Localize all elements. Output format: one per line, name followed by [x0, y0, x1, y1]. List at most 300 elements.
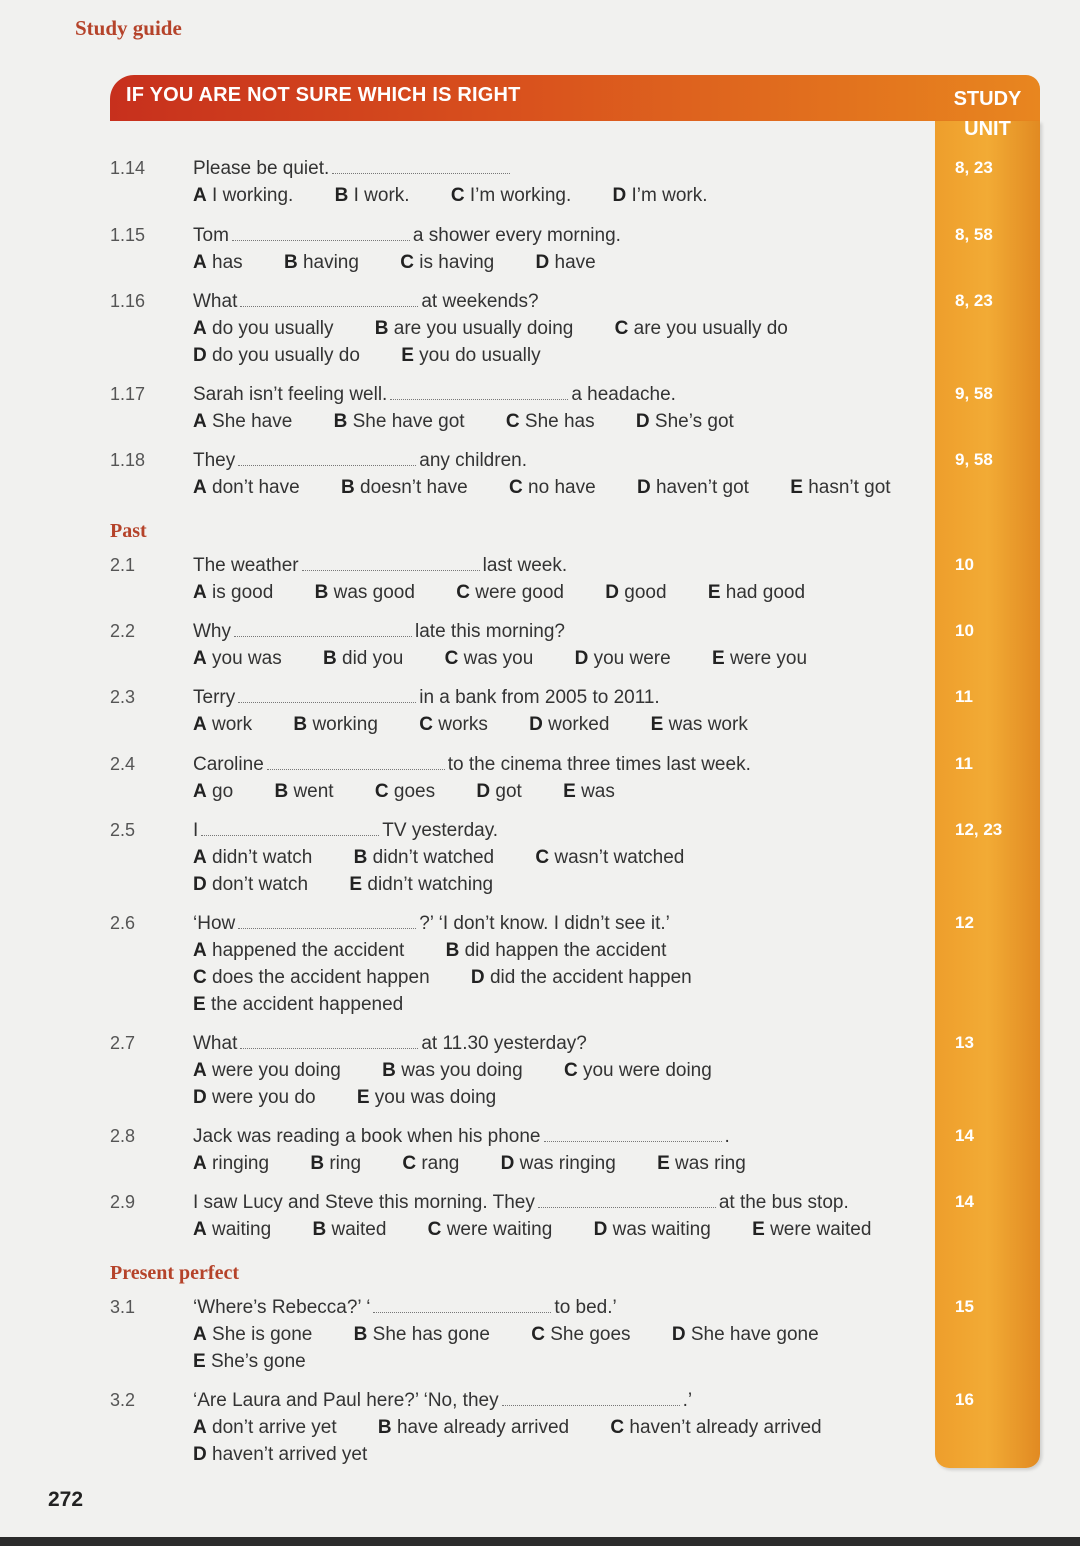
option-text: was	[581, 781, 615, 802]
option-b[interactable]	[335, 185, 410, 207]
option-text: were waited	[770, 1219, 872, 1240]
question-number: 1.14	[110, 158, 146, 178]
option-text: don’t have	[212, 477, 300, 498]
bottom-edge	[0, 1537, 1080, 1546]
option-text: She has gone	[372, 1324, 490, 1345]
options-row-2	[193, 967, 728, 989]
option-text: was ringing	[519, 1153, 616, 1174]
study-unit-ref: 14	[955, 1192, 974, 1211]
option-c[interactable]	[451, 185, 571, 207]
option-text: were waiting	[446, 1219, 553, 1240]
study-unit-ref: 9, 58	[955, 384, 993, 403]
option-text: haven’t already arrived	[629, 1417, 822, 1438]
option-letter: B	[283, 252, 298, 273]
option-b[interactable]	[334, 411, 465, 433]
option-letter: E	[563, 781, 576, 802]
option-letter: C	[610, 1417, 625, 1438]
option-c[interactable]	[535, 847, 684, 869]
question-number: 2.2	[110, 621, 136, 641]
options-row-2	[193, 345, 577, 367]
option-d[interactable]	[605, 582, 666, 604]
option-text: did you	[342, 648, 404, 669]
option-letter: E	[707, 582, 721, 603]
option-letter: D	[470, 967, 485, 988]
option-e[interactable]	[712, 648, 807, 670]
option-text: haven’t arrived yet	[212, 1444, 368, 1465]
option-d[interactable]	[536, 252, 596, 274]
option-a[interactable]	[193, 1324, 312, 1346]
options-row	[193, 1219, 907, 1241]
option-text: waiting	[212, 1219, 272, 1240]
option-d[interactable]	[672, 1324, 819, 1346]
answer-blank	[201, 821, 379, 836]
option-d[interactable]	[193, 874, 308, 896]
option-text: ringing	[212, 1153, 270, 1174]
question-stem	[193, 754, 751, 776]
option-a[interactable]	[193, 648, 282, 670]
stem-text-after: last week.	[482, 555, 568, 576]
stem-text-after: at 11.30 yesterday?	[421, 1033, 587, 1054]
option-text: good	[624, 582, 667, 603]
options-row	[193, 648, 843, 670]
option-letter: B	[353, 847, 368, 868]
study-unit-ref: 13	[955, 1033, 974, 1052]
option-letter: C	[419, 714, 433, 735]
study-unit-ref: 12	[955, 913, 974, 932]
option-letter: B	[333, 411, 348, 432]
option-b[interactable]	[341, 477, 468, 499]
option-c[interactable]	[428, 1219, 553, 1241]
option-text: go	[212, 781, 234, 802]
question-number: 2.1	[110, 555, 136, 575]
study-unit-ref: 11	[955, 754, 973, 773]
option-a[interactable]	[193, 318, 333, 340]
study-unit-ref: 10	[955, 621, 974, 640]
option-e[interactable]	[563, 781, 615, 803]
option-letter: E	[711, 648, 725, 669]
option-letter: D	[574, 648, 589, 669]
question-stem	[193, 687, 660, 709]
options-row-2	[193, 1087, 532, 1109]
study-unit-header	[935, 84, 1040, 144]
option-d[interactable]	[529, 714, 609, 736]
option-letter: A	[193, 318, 207, 339]
question-stem	[193, 1033, 587, 1055]
option-letter: A	[193, 1060, 207, 1081]
option-text: is good	[212, 582, 274, 603]
option-letter: E	[193, 1351, 206, 1372]
options-row-3	[193, 994, 439, 1016]
option-letter: A	[193, 411, 207, 432]
question-stem	[193, 384, 676, 406]
option-c[interactable]	[615, 318, 788, 340]
question-stem	[193, 1390, 692, 1412]
answer-blank	[538, 1193, 716, 1208]
option-letter: B	[310, 1153, 325, 1174]
option-letter: A	[193, 1417, 207, 1438]
option-a[interactable]	[193, 940, 404, 962]
option-d[interactable]	[613, 185, 708, 207]
study-unit-ref: 16	[955, 1390, 974, 1409]
option-d[interactable]	[637, 477, 749, 499]
option-text: have	[554, 252, 596, 273]
option-d[interactable]	[476, 781, 521, 803]
option-letter: B	[312, 1219, 327, 1240]
option-letter: A	[193, 1324, 207, 1345]
option-text: do you usually	[212, 318, 334, 339]
stem-text-after: .	[724, 1126, 730, 1147]
option-text: She have got	[352, 411, 465, 432]
option-d[interactable]	[575, 648, 671, 670]
option-letter: D	[535, 252, 550, 273]
option-e[interactable]	[752, 1219, 871, 1241]
option-c[interactable]	[375, 781, 435, 803]
stem-text-after: any children.	[419, 450, 527, 471]
option-b[interactable]	[354, 847, 494, 869]
stem-text: Caroline	[193, 754, 264, 775]
stem-text-after: in a bank from 2005 to 2011.	[419, 687, 660, 708]
stem-text-after: .’	[682, 1390, 693, 1411]
option-text: She have	[212, 411, 293, 432]
option-text: did happen the accident	[464, 940, 667, 961]
question-stem	[193, 1297, 617, 1319]
option-c[interactable]	[610, 1417, 821, 1439]
question-stem	[193, 913, 670, 935]
option-text: having	[302, 252, 359, 273]
option-text: was good	[333, 582, 415, 603]
option-text: is having	[419, 252, 495, 273]
study-unit-column	[935, 121, 1040, 1468]
option-letter: C	[531, 1324, 545, 1345]
option-letter: A	[193, 582, 207, 603]
option-c[interactable]	[400, 252, 494, 274]
option-text: I’m working.	[469, 185, 572, 206]
options-row	[193, 582, 841, 604]
page-number: 272	[48, 1488, 84, 1511]
option-b[interactable]	[315, 582, 415, 604]
option-a[interactable]	[193, 1219, 271, 1241]
option-d[interactable]	[193, 1087, 316, 1109]
option-e[interactable]	[401, 345, 540, 367]
study-unit-ref: 15	[955, 1297, 974, 1316]
answer-blank	[240, 292, 418, 307]
answer-blank	[332, 159, 510, 174]
option-letter: B	[274, 781, 289, 802]
option-letter: C	[444, 648, 459, 669]
option-text: goes	[393, 781, 436, 802]
question-number: 2.9	[110, 1192, 136, 1212]
option-text: has	[212, 252, 243, 273]
option-letter: A	[193, 648, 207, 669]
option-text: ring	[329, 1153, 362, 1174]
option-text: wasn’t watched	[554, 847, 685, 868]
option-text: had good	[725, 582, 806, 603]
option-text: do you usually do	[212, 345, 360, 366]
option-letter: A	[193, 940, 207, 961]
question-stem	[193, 1126, 730, 1148]
study-unit-ref: 10	[955, 555, 974, 574]
page-title: Study guide	[75, 16, 182, 40]
question-stem	[193, 555, 567, 577]
option-text: don’t watch	[212, 874, 309, 895]
stem-text: Sarah isn’t feeling well.	[193, 384, 388, 405]
option-letter: E	[790, 477, 803, 498]
option-text: I work.	[353, 185, 410, 206]
option-text: got	[495, 781, 522, 802]
question-stem	[193, 820, 498, 842]
stem-text: I saw Lucy and Steve this morning. They	[193, 1192, 535, 1213]
option-letter: D	[612, 185, 627, 206]
answer-blank	[238, 451, 416, 466]
option-letter: C	[614, 318, 629, 339]
option-letter: A	[193, 1153, 207, 1174]
question-number: 2.6	[110, 913, 136, 933]
option-a[interactable]	[193, 582, 273, 604]
options-row	[193, 1153, 782, 1175]
option-letter: D	[605, 582, 619, 603]
option-letter: C	[427, 1219, 442, 1240]
stem-text-after: at the bus stop.	[718, 1192, 849, 1213]
stem-text: I	[193, 820, 199, 841]
stem-text-after: a shower every morning.	[412, 225, 621, 246]
option-text: She’s got	[654, 411, 734, 432]
option-letter: A	[193, 252, 207, 273]
option-a[interactable]	[193, 781, 233, 803]
option-d[interactable]	[636, 411, 734, 433]
stem-text-after: at weekends?	[421, 291, 539, 312]
option-c[interactable]	[456, 582, 564, 604]
option-e[interactable]	[657, 1153, 746, 1175]
option-letter: C	[450, 185, 465, 206]
option-text: were you	[729, 648, 808, 669]
stem-text: Terry	[193, 687, 236, 708]
option-text: are you usually do	[633, 318, 788, 339]
question-number: 1.17	[110, 384, 146, 404]
option-text: was you	[463, 648, 534, 669]
option-letter: C	[402, 1153, 417, 1174]
option-letter: B	[377, 1417, 392, 1438]
stem-text: Jack was reading a book when his phone	[193, 1126, 541, 1147]
option-a[interactable]	[193, 252, 243, 274]
option-b[interactable]	[323, 648, 403, 670]
study-unit-ref: 8, 23	[955, 158, 993, 177]
option-d[interactable]	[193, 345, 360, 367]
options-row	[193, 1324, 855, 1346]
question-number: 1.16	[110, 291, 146, 311]
option-e[interactable]	[708, 582, 805, 604]
option-a[interactable]	[193, 185, 293, 207]
answer-blank	[240, 1034, 418, 1049]
answer-blank	[390, 385, 568, 400]
stem-text: The weather	[193, 555, 299, 576]
stem-text: Tom	[193, 225, 229, 246]
option-letter: D	[193, 874, 207, 895]
option-b[interactable]	[446, 940, 667, 962]
option-e[interactable]	[193, 994, 403, 1016]
option-a[interactable]	[193, 1060, 341, 1082]
option-a[interactable]	[193, 714, 252, 736]
option-text: She has	[524, 411, 595, 432]
option-c[interactable]	[402, 1153, 459, 1175]
stem-text-after: TV yesterday.	[382, 820, 499, 841]
study-header-line2: UNIT	[964, 118, 1011, 140]
option-a[interactable]	[193, 411, 292, 433]
option-letter: A	[193, 847, 207, 868]
option-b[interactable]	[378, 1417, 569, 1439]
option-text: haven’t got	[655, 477, 749, 498]
answer-blank	[238, 914, 416, 929]
option-text: hasn’t got	[808, 477, 891, 498]
option-a[interactable]	[193, 847, 312, 869]
stem-text-after: ?’ ‘I don’t know. I didn’t see it.’	[419, 913, 670, 934]
study-unit-ref: 11	[955, 687, 973, 706]
option-e[interactable]	[651, 714, 748, 736]
option-letter: A	[193, 477, 207, 498]
options-row	[193, 1417, 858, 1439]
options-row	[193, 318, 824, 340]
option-d[interactable]	[501, 1153, 616, 1175]
options-row-2	[193, 1351, 342, 1373]
option-text: waited	[331, 1219, 387, 1240]
option-letter: E	[193, 994, 206, 1015]
option-letter: B	[353, 1324, 368, 1345]
question-number: 2.3	[110, 687, 136, 707]
option-e[interactable]	[790, 477, 890, 499]
option-text: rang	[421, 1153, 460, 1174]
option-b[interactable]	[293, 714, 378, 736]
answer-blank	[232, 226, 410, 241]
option-letter: D	[593, 1219, 608, 1240]
stem-text: ‘How	[193, 913, 236, 934]
option-letter: E	[650, 714, 664, 735]
options-row-2	[193, 874, 529, 896]
option-letter: B	[293, 714, 308, 735]
option-text: happened the accident	[212, 940, 405, 961]
stem-text-after: late this morning?	[415, 621, 565, 642]
option-b[interactable]	[284, 252, 359, 274]
option-a[interactable]	[193, 1153, 269, 1175]
option-b[interactable]	[312, 1219, 386, 1241]
stem-text: ‘Are Laura and Paul here?’ ‘No, they	[193, 1390, 499, 1411]
option-d[interactable]	[594, 1219, 711, 1241]
option-c[interactable]	[419, 714, 488, 736]
option-b[interactable]	[382, 1060, 522, 1082]
option-text: does the accident happen	[212, 967, 430, 988]
option-d[interactable]	[193, 1444, 367, 1466]
question-number: 2.7	[110, 1033, 136, 1053]
option-b[interactable]	[310, 1153, 361, 1175]
option-text: are you usually doing	[393, 318, 574, 339]
stem-text: Please be quiet.	[193, 158, 330, 179]
option-c[interactable]	[531, 1324, 630, 1346]
option-e[interactable]	[349, 874, 493, 896]
option-letter: D	[635, 411, 650, 432]
option-b[interactable]	[375, 318, 574, 340]
options-row-2	[193, 1444, 403, 1466]
option-c[interactable]	[509, 477, 596, 499]
option-text: I working.	[212, 185, 294, 206]
question-number: 2.8	[110, 1126, 136, 1146]
option-text: was work	[668, 714, 748, 735]
option-text: was waiting	[612, 1219, 711, 1240]
question-stem	[193, 1192, 849, 1214]
stem-text: ‘Where’s Rebecca?’ ‘	[193, 1297, 371, 1318]
option-text: She is gone	[212, 1324, 313, 1345]
header-title: IF YOU ARE NOT SURE WHICH IS RIGHT	[126, 84, 521, 106]
option-a[interactable]	[193, 477, 300, 499]
option-text: went	[293, 781, 334, 802]
option-letter: C	[509, 477, 523, 498]
study-unit-ref: 8, 58	[955, 225, 993, 244]
answer-blank	[238, 688, 416, 703]
options-row	[193, 252, 632, 274]
option-letter: D	[193, 1087, 207, 1108]
answer-blank	[234, 622, 412, 637]
option-text: worked	[548, 714, 610, 735]
option-b[interactable]	[354, 1324, 490, 1346]
option-text: She have gone	[690, 1324, 819, 1345]
options-row	[193, 847, 720, 869]
option-text: were good	[475, 582, 564, 603]
options-row	[193, 411, 770, 433]
question-number: 3.2	[110, 1390, 136, 1410]
option-text: you were doing	[582, 1060, 712, 1081]
option-letter: C	[400, 252, 414, 273]
option-text: She goes	[550, 1324, 631, 1345]
option-letter: D	[500, 1153, 515, 1174]
option-text: were you do	[212, 1087, 316, 1108]
stem-text: They	[193, 450, 236, 471]
option-c[interactable]	[193, 967, 430, 989]
question-number: 3.1	[110, 1297, 136, 1317]
options-row	[193, 781, 651, 803]
option-b[interactable]	[274, 781, 333, 803]
options-row	[193, 714, 784, 736]
option-e[interactable]	[193, 1351, 306, 1373]
options-row	[193, 940, 702, 962]
option-letter: D	[671, 1324, 686, 1345]
option-text: works	[438, 714, 488, 735]
option-letter: B	[382, 1060, 396, 1081]
options-row	[193, 1060, 748, 1082]
option-c[interactable]	[506, 411, 595, 433]
option-letter: B	[374, 318, 389, 339]
option-c[interactable]	[445, 648, 534, 670]
answer-blank	[267, 755, 445, 770]
options-row	[193, 477, 927, 499]
option-letter: E	[657, 1153, 670, 1174]
option-d[interactable]	[471, 967, 692, 989]
stem-text-after: to bed.’	[554, 1297, 617, 1318]
answer-blank	[544, 1127, 722, 1142]
option-letter: D	[476, 781, 491, 802]
option-c[interactable]	[564, 1060, 712, 1082]
option-a[interactable]	[193, 1417, 337, 1439]
option-text: were you doing	[212, 1060, 341, 1081]
option-text: did the accident happen	[489, 967, 692, 988]
option-text: you do usually	[419, 345, 541, 366]
answer-blank	[302, 556, 480, 571]
study-unit-ref: 9, 58	[955, 450, 993, 469]
option-text: I’m work.	[631, 185, 708, 206]
option-text: the accident happened	[210, 994, 404, 1015]
option-e[interactable]	[357, 1087, 496, 1109]
study-unit-ref: 8, 23	[955, 291, 993, 310]
section-heading-past: Past	[110, 520, 147, 542]
stem-text-after: to the cinema three times last week.	[447, 754, 751, 775]
stem-text-after: a headache.	[571, 384, 676, 405]
option-letter: C	[374, 781, 389, 802]
